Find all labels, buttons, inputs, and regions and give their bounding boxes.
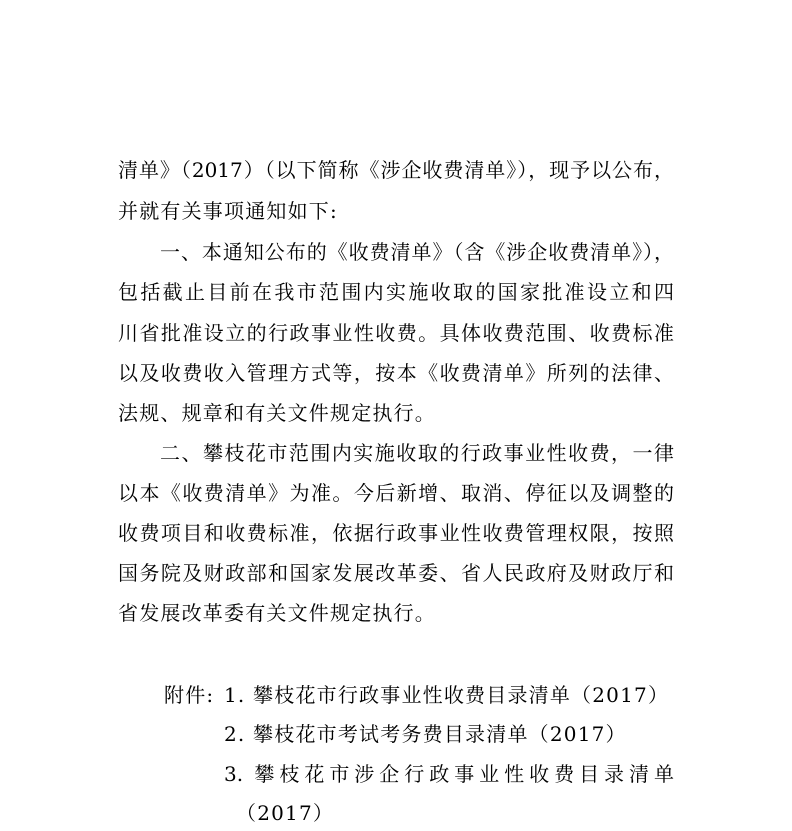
paragraph-line: 以及收费收入管理方式等，按本《收费清单》所列的法律、: [118, 361, 674, 385]
paragraph-line: 一、本通知公布的《收费清单》（含《涉企收费清单》），: [160, 240, 674, 264]
attachment-item: 1. 攀枝花市行政事业性收费目录清单（2017）: [224, 683, 670, 707]
paragraph-line: 清单》（2017）（以下简称《涉企收费清单》），现予以公布，: [118, 158, 674, 182]
attachment-item-continuation: （2017）: [236, 801, 335, 825]
paragraph-line: 以本《收费清单》为准。今后新增、取消、停征以及调整的: [118, 481, 674, 505]
paragraph-line: 川省批准设立的行政事业性收费。具体收费范围、收费标准: [118, 321, 674, 345]
paragraph-line: 国务院及财政部和国家发展改革委、省人民政府及财政厅和: [118, 561, 674, 585]
paragraph-line: 并就有关事项通知如下:: [118, 199, 338, 223]
attachment-item: 3. 攀枝花市涉企行政事业性收费目录清单: [224, 762, 674, 786]
paragraph-line: 包括截止目前在我市范围内实施收取的国家批准设立和四: [118, 280, 674, 304]
paragraph-line: 法规、规章和有关文件规定执行。: [118, 401, 436, 425]
paragraph-line: 收费项目和收费标准，依据行政事业性收费管理权限，按照: [118, 521, 674, 545]
attachment-item: 2. 攀枝花市考试考务费目录清单（2017）: [224, 722, 627, 746]
paragraph-line: 二、攀枝花市范围内实施收取的行政事业性收费，一律: [160, 441, 674, 465]
paragraph-line: 省发展改革委有关文件规定执行。: [118, 601, 436, 625]
attachment-label: 附件:: [164, 683, 215, 707]
